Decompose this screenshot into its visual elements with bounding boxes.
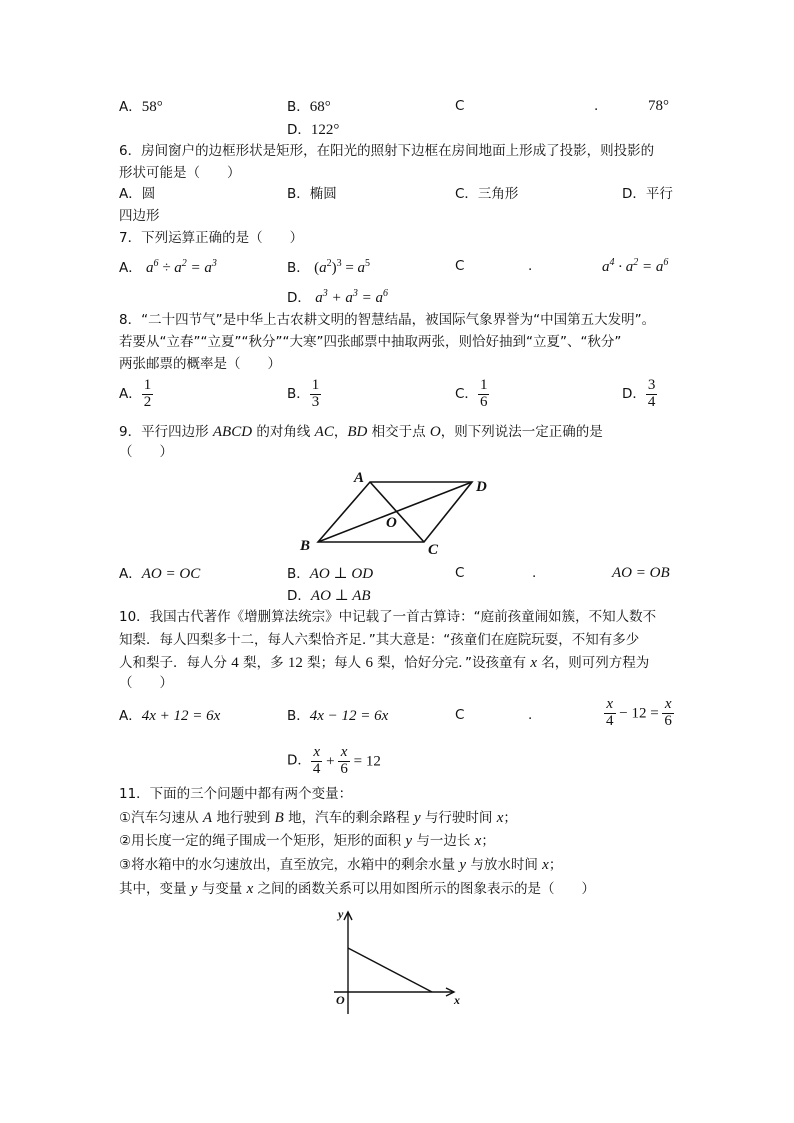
q10-option-a-formula: 4x + 12 = 6x xyxy=(141,708,221,724)
q9-option-b-label: B． xyxy=(287,566,310,582)
q9-option-a-formula: AO = OC xyxy=(141,566,201,582)
q11-var: y xyxy=(405,833,413,849)
q11-stem: 11．下面的三个问题中都有两个变量： xyxy=(119,786,353,802)
q11-var: x xyxy=(542,857,549,873)
fraction-denominator: 4 xyxy=(312,760,321,777)
q7-stem: 7．下列运算正确的是（ ） xyxy=(119,230,304,246)
vertex-label-b: B xyxy=(300,538,311,554)
q9-stem-text: ， xyxy=(333,424,348,440)
graph-label-origin: O xyxy=(336,993,345,1007)
q8-option-a-numerator: 1 xyxy=(143,377,152,393)
q8-option-a-fraction xyxy=(142,378,154,411)
fraction-denominator: 4 xyxy=(606,712,614,729)
q8-option-c-label: C． xyxy=(455,386,478,403)
q7-option-d xyxy=(287,288,388,307)
q9-stem-text: ，则下列说法一定正确的是 xyxy=(440,424,603,440)
q11-var: x xyxy=(474,833,482,849)
q11-item3 xyxy=(119,856,562,874)
q6-option-d-continued: 四边形 xyxy=(119,208,160,224)
graph-label-y: y xyxy=(338,907,344,921)
q9-stem-text: 的对角线 xyxy=(252,424,315,440)
q9-option-a-label: A． xyxy=(119,566,142,582)
q11-var: x xyxy=(496,810,504,826)
q8-option-b xyxy=(287,378,321,411)
q9-stem-text: 相交于点 xyxy=(367,424,430,440)
q10-stem-text: 人和梨子．每人分 xyxy=(119,655,232,671)
q11-text: ； xyxy=(481,833,495,849)
q7-option-a-label: A． xyxy=(119,260,142,276)
q6-option-a: A．圆 xyxy=(119,186,156,202)
formula-result: = 12 xyxy=(349,753,381,770)
q5-option-d-label: D． xyxy=(287,122,311,138)
q10-stem-line4: （ ） xyxy=(119,675,173,691)
q7-option-c-formula: $a^4 \cdot a^2 = a^6$ xyxy=(602,257,669,275)
q8-option-c-numerator: 1 xyxy=(479,377,488,393)
q10-stem-text: 名，则可列方程为 xyxy=(536,655,650,671)
q11-text: 地，汽车的剩余路程 xyxy=(283,810,414,826)
q10-stem-variable: x xyxy=(530,655,537,671)
q10-option-b xyxy=(287,707,388,725)
fraction-numerator: x xyxy=(311,745,323,762)
q11-var: y xyxy=(459,857,467,873)
q7-option-a-formula: $a^6 \div a^2 = a^3$ xyxy=(146,258,217,276)
q8-option-c xyxy=(455,378,489,411)
decreasing-line xyxy=(348,948,432,992)
q10-option-d xyxy=(287,745,381,778)
q11-text: 与变量 xyxy=(197,881,247,897)
q9-option-c-label: C xyxy=(455,565,465,581)
q10-stem-text: 梨，多 xyxy=(238,655,288,671)
fraction-numerator: x xyxy=(662,697,674,714)
center-label-o: O xyxy=(386,515,397,531)
q9-option-a xyxy=(119,565,200,583)
q8-stem-line1: 8．“二十四节气”是中华上古农耕文明的智慧结晶，被国际气象界誉为“中国第五大发明”。 xyxy=(119,312,656,328)
q10-stem-text: 梨；每人 xyxy=(302,655,366,671)
q10-stem-number: 6 xyxy=(365,655,373,671)
q5-option-b-value: 68° xyxy=(309,99,331,115)
q10-stem-line1: 10．我国古代著作《增删算法统宗》中记载了一首古算诗：“庭前孩童闹如簇，不知人数不 xyxy=(119,609,657,625)
fraction-denominator: 6 xyxy=(664,712,672,729)
q9-stem-o: O xyxy=(429,424,441,440)
formula-operator: + xyxy=(322,753,339,770)
q8-option-c-fraction xyxy=(478,378,490,411)
q10-stem-number: 4 xyxy=(231,655,239,671)
q8-option-d-fraction xyxy=(646,378,658,411)
q7-option-d-label: D． xyxy=(287,290,311,306)
q10-option-b-formula: 4x − 12 = 6x xyxy=(309,708,389,724)
q11-text: ③将水箱中的水匀速放出，直至放完，水箱中的剩余水量 xyxy=(119,857,460,873)
q10-option-c-fraction2 xyxy=(662,697,674,730)
q7-option-b xyxy=(287,258,370,277)
q10-option-b-label: B． xyxy=(287,708,310,724)
q5-option-b-label: B． xyxy=(287,99,310,115)
q9-stem-ac: AC xyxy=(314,424,334,440)
q9-stem-line2: （ ） xyxy=(119,444,173,460)
q10-option-d-fraction2 xyxy=(338,745,350,778)
vertex-label-d: D xyxy=(476,479,487,495)
q9-option-d xyxy=(287,587,371,605)
q10-option-c-label: C xyxy=(455,707,465,723)
q7-option-b-formula: $(a^2)^3 = a^5$ xyxy=(314,258,371,276)
q11-item1 xyxy=(119,809,517,827)
q8-option-d-denominator: 4 xyxy=(647,393,656,410)
q11-conclusion xyxy=(119,880,595,898)
q10-option-c-dot: . xyxy=(528,707,533,723)
fraction-numerator: x xyxy=(338,745,350,762)
q9-option-b-formula: AO ⊥ OD xyxy=(309,566,374,582)
q8-stem-line3: 两张邮票的概率是（ ） xyxy=(119,356,281,372)
q8-option-d xyxy=(622,378,657,411)
q9-stem-line1 xyxy=(119,423,603,441)
q11-var: y xyxy=(190,881,198,897)
q8-option-d-label: D． xyxy=(622,386,646,403)
q9-option-c-formula: AO = OB xyxy=(612,565,670,581)
q8-option-a-label: A． xyxy=(119,386,142,403)
q8-option-b-label: B． xyxy=(287,386,310,403)
q8-option-d-numerator: 3 xyxy=(647,377,656,393)
vertex-label-a: A xyxy=(354,470,365,486)
q10-option-a xyxy=(119,707,220,725)
q9-option-c-dot: . xyxy=(532,565,537,581)
graph-label-x: x xyxy=(454,993,460,1007)
q5-option-c-dot: . xyxy=(594,98,599,114)
q11-text: ； xyxy=(548,857,563,873)
q8-option-b-denominator: 3 xyxy=(311,393,320,410)
q9-stem-bd: BD xyxy=(347,424,368,440)
fraction-numerator: x xyxy=(604,697,616,714)
q6-stem-line1: 6．房间窗户的边框形状是矩形，在阳光的照射下边框在房间地面上形成了投影，则投影的 xyxy=(119,143,655,159)
q11-var: x xyxy=(246,881,254,897)
q11-text: 与一边长 xyxy=(412,833,475,849)
q11-text: 与行驶时间 xyxy=(420,810,497,826)
q8-option-b-fraction xyxy=(310,378,322,411)
q9-stem-abcd: ABCD xyxy=(212,424,253,440)
q7-option-d-formula: $a^3 + a^3 = a^6$ xyxy=(315,288,388,306)
q10-stem-line3 xyxy=(119,654,649,672)
q9-option-d-formula: AO ⊥ AB xyxy=(310,588,371,604)
q6-option-d: D．平行 xyxy=(622,186,673,202)
linear-function-graph xyxy=(326,900,476,1020)
q10-stem-line2: 知梨．每人四梨多十二，每人六梨恰齐足．”其大意是：“孩童们在庭院玩耍，不知有多少 xyxy=(119,632,640,648)
q11-item2 xyxy=(119,832,495,850)
q11-var: y xyxy=(413,810,421,826)
q6-stem-line2: 形状可能是（ ） xyxy=(119,165,241,181)
q8-option-b-numerator: 1 xyxy=(311,377,320,393)
q10-option-d-fraction1 xyxy=(311,745,323,778)
q10-stem-number: 12 xyxy=(287,655,303,671)
q7-option-c-dot: . xyxy=(528,258,533,274)
q7-option-b-label: B． xyxy=(287,260,310,276)
q8-option-a xyxy=(119,378,153,411)
q11-var: A xyxy=(202,810,213,826)
q10-option-d-label: D． xyxy=(287,752,311,769)
q10-option-d-formula xyxy=(311,744,381,777)
q5-option-a-value: 58° xyxy=(141,99,163,115)
q5-option-c-label: C xyxy=(455,98,465,114)
q9-option-d-label: D． xyxy=(287,588,311,604)
q8-stem-line2: 若要从“立春”“立夏”“秋分”“大寒”四张邮票中抽取两张，则恰好抽到“立夏”、“秋分” xyxy=(119,334,622,350)
vertex-label-c: C xyxy=(428,542,439,558)
q11-text: ； xyxy=(503,810,517,826)
q5-option-a xyxy=(119,98,163,116)
q7-option-a xyxy=(119,258,217,277)
q11-text: 地行驶到 xyxy=(212,810,275,826)
q6-option-c: C．三角形 xyxy=(455,186,519,202)
q5-option-b xyxy=(287,98,331,116)
q11-text: 其中，变量 xyxy=(119,881,191,897)
formula-operator: − 12 = xyxy=(615,705,663,722)
q11-var: B xyxy=(274,810,284,826)
q5-option-d-value: 122° xyxy=(310,122,340,138)
q10-option-a-label: A． xyxy=(119,708,142,724)
q11-text: ①汽车匀速从 xyxy=(119,810,203,826)
q5-option-c-value: 78° xyxy=(648,98,669,114)
fraction-denominator: 6 xyxy=(340,760,348,777)
q10-stem-text: 梨，恰好分完．”设孩童有 xyxy=(372,655,531,671)
q10-option-c-formula xyxy=(604,697,674,730)
q5-option-a-label: A． xyxy=(119,99,142,115)
q8-option-a-denominator: 2 xyxy=(143,393,152,410)
q9-stem-text: 9．平行四边形 xyxy=(119,424,213,440)
q5-option-d xyxy=(287,121,339,139)
q11-text: 之间的函数关系可以用如图所示的图象表示的是（ ） xyxy=(253,881,596,897)
q11-text: 与放水时间 xyxy=(466,857,543,873)
q8-option-c-denominator: 6 xyxy=(479,393,488,410)
q9-option-b xyxy=(287,565,373,583)
q6-option-b: B．椭圆 xyxy=(287,186,337,202)
q10-option-c-fraction1 xyxy=(604,697,616,730)
q11-text: ②用长度一定的绳子围成一个矩形，矩形的面积 xyxy=(119,833,406,849)
parallelogram-figure xyxy=(290,464,510,560)
q7-option-c-label: C xyxy=(455,258,465,274)
